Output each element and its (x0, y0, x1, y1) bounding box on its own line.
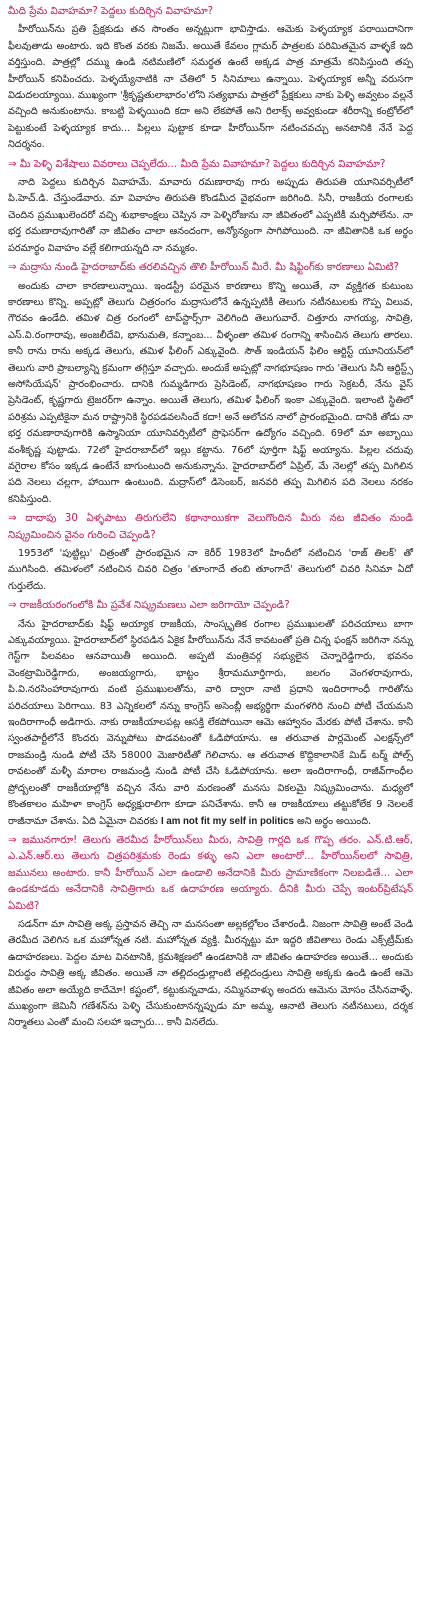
answer-4 (8, 546, 413, 595)
question-5-text: రాజకీయరంగంలోకి మీ ప్రవేశ నిష్క్రమణలు ఎలా జరిగాయో చెప్పండి? (19, 600, 290, 612)
question-4 (8, 511, 413, 544)
answer-3-text: అందుకు చాలా కారణాలున్నాయి. ఇండస్ట్రీ పరమైన కారణాలు కొన్ని అయితే, నా వ్యక్తిగత కుటుంబ కారణాలు కొన్ని. అప్పట్లో తెలుగు చిత్రరంగం మద్రాసులోనే ఉన్నప్పటికీ తెలుగు నటీనటులకు గొప్ప విలువ, గౌరవం ఉండేది. తమిళ చిత్ర రంగంలో టాప్‌స్టార్స్‌గా వెలిగింది తెలుగువారే. చిత్తూరు నాగయ్య, సావిత్రి, ఎస్.వి.రంగారావు, అంజలీదేవి, భానుమతి, కన్నాంబ... వీళ్ళంతా తమిళ రంగాన్ని శాసించిన తెలుగు తారలు. కానీ రాను రాను అక్కడ తెలుగు, తమిళ ఫీలింగ్ ఎక్కువైంది. సౌత్ ఇండియన్ ఫిలిం ఆర్టిస్ట్ యూనియన్‌లో తెలుగు వారి ప్రాబల్యాన్ని క్రమంగా తగ్గిస్తూ వచ్చారు. అందుకే అప్పట్లో నాగభూషణం గారు 'తెలుగు సినీ ఆర్టిస్ట్స్ అసోసియేషన్' ప్రారంభించారు. దానికి గుమ్మడిగారు ప్రెసిడెంట్, నాగభూషణం గారు సెక్రటరీ, నేను వైస్ ప్రెసిడెంట్, కృష్ణగారు ట్రెజరర్‌గా ఉన్నాం. అయితే తెలుగు, తమిళ ఫీలింగ్ ఇంకా ఎక్కువైంది. ఇలాంటి స్థితిలో పరిశ్రమ ఎప్పటికైనా మన రాష్ట్రానికి స్థిరపడవలసిందే కదా! అనే ఆలోచన నాలో ప్రారంభమైంది. దానికి తోడు నా భర్త రమణారావుగారికి ఉస్మానియా యూనివర్సిటీలో ప్రొఫెసర్‌గా ఉద్యోగం వచ్చింది. 69లో మా అబ్బాయి వంశీకృష్ణ పుట్టాడు. 72లో హైదరాబాద్‌లో ఇల్లు కట్టాను. 76లో పూర్తిగా షిఫ్ట్ అయ్యాను. పిల్లల చదువు వగైరాల కోసం ఇక్కడ ఉంటేనే బాగుంటుంది అనుకున్నాను. హైదరాబాద్‌లో ఏప్రిల్, మే నెలల్లో తప్ప మిగిలిన పది నెలలు చల్లగా, హాయిగా ఉంటుంది. మద్రాస్‌లో డిసెంబర్, జనవరి తప్ప మిగిలిన పది నెలలు నరకం కనిపిస్తుంది. (8, 280, 413, 505)
question-6-text: జమునగారూ! తెలుగు తెరమీద హీరోయిన్‌లు మీరు, సావిత్రి గార్లది ఒక గొప్ప తరం. ఎన్.టి.ఆర్, ఎ.ఎన్.ఆర్.లు తెలుగు చిత్రపరిశ్రమకు రెండు కళ్ళు అని ఎలా అంటారో... హీరోయిన్‌లలో సావిత్రి, జమునలు అంటారు. కానీ హీరోయిన్ ఎలా ఉండాలి అనేదానికి మీరు ప్రామాణికంగా నిలబడితే... ఎలా ఉండకూడదు అనేదానికి సావిత్రిగారు ఒక ఉదాహరణ అయ్యారు. దీనికి మీరు చెప్పే ఇంటర్‌ప్రిటేషన్ ఏమిటి? (8, 834, 413, 912)
arrow-right-icon: ⇒ (8, 262, 17, 274)
answer-5-english-phrase: I am not fit my self in politics (160, 815, 294, 827)
answer-6-text: సడన్‌గా మా సావిత్రి అక్క ప్రస్తావన తెచ్చి నా మనసంతా అల్లకల్లోలం చేశారండీ. నిజంగా సావిత్రి అంటే వెండి తెరమీద వెలిగిన ఒక మహోన్నత నటి. మహోన్నత వ్యక్తి. మీరన్నట్టు మా ఇద్దరి జీవితాలు రెండు ఎక్స్‌ట్రీమ్‌కు ఉదాహరణలు. పెద్దల మాట వినటానికి, క్రమశిక్షణలో ఉండటానికి నా జీవితం ఉదాహరణ అయితే... అందుకు విరుద్ధం సావిత్రి అక్క జీవితం. అయితే నా తల్లిదండ్రుల్లాంటి తల్లిదండ్రులు సావిత్రి అక్కకు ఉండి ఉంటే ఆమె జీవితం అలా అయ్యేది కాదేమో! కష్టంలో, కట్టుకున్నవాడు, నమ్మినవాళ్ళు అందరు ఆమెను మోసం చేసినవాళ్ళే. ముఖ్యంగా జెమినీ గణేశన్‌ను పెళ్ళి చేసుకుంటానన్నప్పుడు మా అమ్మ, ఆనాటి తెలుగు నటీనటులు, దర్శక నిర్మాతలు ఎంతో మంచి సలహా ఇచ్చారు... కానీ వినలేదు. (8, 918, 413, 1029)
question-4-text: దాదాపు 30 ఏళ్ళపాటు తిరుగులేని కథానాయికగా వెలుగొందిన మీరు నట జీవితం నుండి నిష్క్రమించిన వైనం గురించి చెప్పండి? (8, 513, 413, 541)
question-1-text: మీది ప్రేమ వివాహమా? పెద్దలు కుదిర్చిన వివాహమా? (8, 6, 214, 17)
question-6 (8, 833, 413, 915)
arrow-right-icon: ⇒ (8, 834, 17, 846)
answer-4-text: 1953లో 'పుట్టిల్లు' చిత్రంతో ప్రారంభమైన నా కెరీర్ 1983లో హిందీలో నటించిన 'రాజ్ తిలక్' తో ముగిసింది. తమిళంలో నటించిన చివరి చిత్రం 'తూంగాదే తంబి తూంగాదే' తెలుగులో చివరి సినిమా ఏదో గుర్తులేదు. (8, 548, 413, 592)
answer-2 (8, 175, 413, 257)
answer-5 (8, 617, 413, 830)
answer-1-text: హీరోయిన్‌ను ప్రతి ప్రేక్షకుడు తన సొంతం అన్నట్లుగా భావిస్తాడు. ఆమెకు పెళ్ళయ్యాక పరాయిదానిగా ఫీలవుతాడు అంటారు. ఇది కొంత వరకు నిజమే. అయితే కేవలం గ్లామర్ పాత్రలకు పరిమితమైన వాళ్ళకే ఇది వర్తిస్తుంది. పాత్రల్లో దమ్ము ఉండి నటిమణిలో సమర్థత ఉంటే అక్కడ పాత్ర మాత్రమే కనిపిస్తుంది తప్ప హీరోయిన్ కనిపించదు. పెళ్ళయ్యేనాటికి నా చేతిలో 5 సినిమాలు ఉన్నాయి. పెళ్ళయ్యాక అన్నీ వరుసగా విడుదలయ్యాయి. ముఖ్యంగా 'శ్రీకృష్ణతులాభారం'లోని సత్యభామ పాత్రలో ప్రేక్షకులు నాకు పెళ్ళి అవ్వటం వల్లనే వచ్చింది అనుకుంటాను. కాబట్టి పెళ్ళయింది కదా అని లేకపోతే అని రిలాక్స్ అవ్వకుండా శరీరాన్ని కంట్రోల్‌లో పెట్టుకుంటే పెళ్ళయ్యాక కాదు... పిల్లలు పుట్టాక కూడా హీరోయిన్‌గా నటించవచ్చు అనటానికి నేనే పెద్ద నిదర్శనం. (8, 24, 413, 151)
answer-2-text: నాది పెద్దలు కుదిర్చిన వివాహమే. మావారు రమణారావు గారు అప్పుడు తిరుపతి యూనివర్సిటీలో పి.హెచ్.డి. చేస్తుండేవారు. మా వివాహం తిరుపతి కొండమీద వైభవంగా జరిగింది. సినీ, రాజకీయ రంగాలకు చెందిన ప్రముఖులెందరో వచ్చి శుభాకాంక్షలు చెప్పిన నా పెళ్ళిరోజును నా జీవితంలో ఎప్పటికీ మర్చిపోలేను. నా భర్త రమణారావుగారితో నా జీవితం చాలా ఆనందంగా, అన్యోన్యంగా సాగిపోయింది. నా జీవితానికి ఒక అర్థం పరమార్థం వివాహం వల్లే కలిగాయన్నది నా నమ్మకం. (8, 177, 413, 254)
question-5 (8, 598, 413, 614)
question-3 (8, 260, 413, 276)
question-1 (8, 4, 413, 20)
arrow-right-icon: ⇒ (8, 513, 17, 525)
question-3-text: మద్రాసు నుండి హైదరాబాద్‌కు తరలివచ్చిన తొలి హీరోయిన్ మీరే. మీ షిఫ్టింగ్‌కు కారణాలు ఏమిటి? (19, 262, 399, 274)
answer-5-tail: అని అర్థం అయింది. (293, 815, 372, 827)
answer-5-text: నేను హైదరాబాద్‌కు షిఫ్ట్ అయ్యాక రాజకీయ, సాంస్కృతిక రంగాల ప్రముఖులతో పరిచయాలు బాగా ఎక్కువయ్యాయి. హైదరాబాద్‌లో స్థిరపడిన ఏకైక హీరోయిన్‌ను నేనే కావటంతో ప్రతి చిన్న ఫంక్షన్ జరిగినా నన్ను గెస్ట్‌గా పిలవటం ఆనవాయితీ అయింది. అప్పటి మంత్రివర్గ సభ్యులైన చెన్నారెడ్డిగారు, భవనం వెంకట్రామిరెడ్డిగారు, అంజయ్యగారు, భాట్టం శ్రీరామమూర్తిగారు, జలగం వెంగళరావుగారు, పి.వి.నరసింహారావుగారు వంటి ప్రముఖులతోను, వారి ద్వారా నాటి ప్రధాని ఇందిరాగాంధీ గారితోను పరిచయాలు పెరిగాయి. 83 ఎన్నికలలో నన్ను కాంగ్రెస్ అసెంబ్లీ అభ్యర్థిగా మంగళగిరి నుంచి పోటీ చేయమని ఇందిరాగాంధీ అడిగారు. నాకు రాజకీయాలపట్ల ఆసక్తి లేకపోయినా ఆమె ఆహ్వానం మేరకు పోటీ చేశాను. కానీ స్వంతపార్టీలోనే కొందరు వెన్నుపోటు పొడవటంతో ఓడిపోయాను. ఆ తరువాత పార్లమెంట్ ఎలక్షన్స్‌లో రాజమండ్రి నుండి పోటీ చేసి 58000 మెజారిటీతో గెలిచాను. ఆ తరువాత కొద్దికాలానికే మిడ్ టర్మ్ పోల్స్ రావటంతో మళ్ళీ మారాల రాజమండ్రి నుండి పోటీ చేసి ఓడిపోయాను. అలా ఇందిరాగాంధీ, రాజీవ్‌గాంధీల ప్రోద్బలంతో రాజకీయాల్లోకి వచ్చిన నేను వారి మరణంతో మనసు వికలమై నిష్క్రమించాను. మధ్యలో కొంతకాలం మహిళా కాంగ్రెస్ అధ్యక్షురాలిగా కూడా పనిచేశాను. కానీ ఆ రాజకీయాలు తట్టుకోలేక 9 నెలలకే రాజీనామా చేశాను. ఏది ఏమైనా చివరకు (8, 618, 413, 827)
question-2-text: మీ పెళ్ళి విశేషాలు వివరాలు చెప్పలేదు... మీది ప్రేమ వివాహమా? పెద్దలు కుదిర్చిన వివాహమా? (19, 158, 386, 170)
answer-3 (8, 279, 413, 509)
arrow-right-icon: ⇒ (8, 600, 17, 612)
answer-1 (8, 22, 413, 153)
answer-6 (8, 917, 413, 1032)
arrow-right-icon: ⇒ (8, 158, 17, 170)
question-2 (8, 157, 413, 173)
